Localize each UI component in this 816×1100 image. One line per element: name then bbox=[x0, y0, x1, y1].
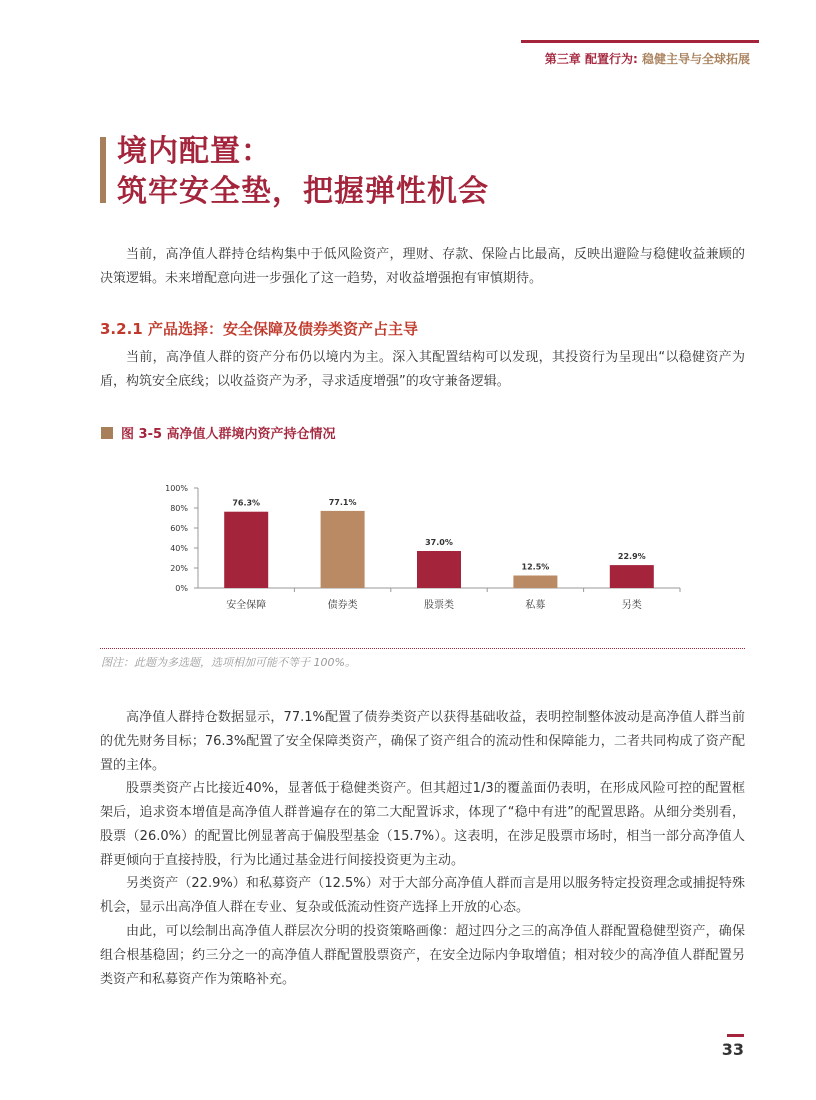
bar-5 bbox=[610, 565, 654, 588]
figure-marker-icon bbox=[101, 427, 113, 439]
chapter-title: 配置行为: bbox=[584, 52, 638, 66]
data-label: 77.1% bbox=[328, 497, 357, 507]
figure-label: 图 3-5 bbox=[121, 427, 163, 442]
y-tick-label: 20% bbox=[170, 564, 188, 573]
bar-2 bbox=[321, 511, 365, 588]
data-label: 37.0% bbox=[425, 538, 453, 547]
header-accent-bar bbox=[521, 40, 759, 43]
body-paragraph-1: 高净值人群持仓数据显示，77.1%配置了债券类资产以获得基础收益，表明控制整体波动是高净值人群当前的优先财务目标；76.3%配置了安全保障类资产，确保了资产组合的流动性和保障能力，二者共同构成了资产配置的主体。 bbox=[100, 710, 745, 773]
chapter-number: 第三章 bbox=[544, 52, 581, 66]
body-paragraph-2: 股票类资产占比接近40%，显著低于稳健类资产。但其超过1/3的覆盖面仍表明，在形成风险可控的配置框架后，追求资本增值是高净值人群普遍存在的第二大配置诉求，体现了“稳中有进”的配置思路。从细分类别看，股票（26.0%）的配置比例显著高于偏股型基金（15.7%）。这表明，在涉足股票市场时，相当一部分高净值人群更倾向于直接持股，行为比通过基金进行间接投资更为主动。 bbox=[100, 781, 745, 868]
page-number: 33 bbox=[721, 1040, 744, 1059]
x-tick-label: 另类 bbox=[621, 600, 642, 611]
chapter-subtitle: 稳健主导与全球拓展 bbox=[641, 52, 750, 66]
bar-chart bbox=[150, 478, 690, 618]
y-tick-label: 40% bbox=[170, 544, 188, 553]
y-tick-label: 0% bbox=[175, 584, 188, 593]
page-title-line-1: 境内配置： bbox=[117, 134, 272, 169]
data-label: 22.9% bbox=[617, 552, 646, 562]
page-number-accent bbox=[727, 1034, 744, 1037]
bar-4 bbox=[513, 576, 557, 589]
x-tick-label: 债券类 bbox=[327, 600, 358, 611]
x-tick-label: 股票类 bbox=[424, 600, 454, 611]
title-accent-bar bbox=[100, 137, 106, 203]
section-title: 产品选择：安全保障及债券类资产占主导 bbox=[147, 320, 418, 338]
y-tick-label: 100% bbox=[165, 484, 188, 493]
data-label: 76.3% bbox=[232, 498, 261, 508]
body-paragraph-4: 由此，可以绘制出高净值人群层次分明的投资策略画像：超过四分之三的高净值人群配置稳健型资产，确保组合根基稳固；约三分之一的高净值人群配置股票资产，在安全边际内争取增值；相对较少的高净值人群配置另类资产和私募资产作为策略补充。 bbox=[100, 924, 745, 987]
figure-caption: 高净值人群境内资产持仓情况 bbox=[166, 427, 336, 442]
page-title bbox=[117, 132, 489, 212]
section-number: 3.2.1 bbox=[100, 320, 143, 338]
y-tick-label: 60% bbox=[170, 524, 188, 533]
figure-note: 图注：此题为多选题，选项相加可能不等于 100%。 bbox=[101, 656, 356, 669]
section-paragraph: 当前，高净值人群的资产分布仍以境内为主。深入其配置结构可以发现，其投资行为呈现出“以稳健资产为盾，构筑安全底线；以收益资产为矛，寻求适度增强”的攻守兼备逻辑。 bbox=[100, 350, 745, 389]
page-title-line-2: 筑牢安全垫，把握弹性机会 bbox=[117, 174, 489, 209]
intro-paragraph: 当前，高净值人群持仓结构集中于低风险资产，理财、存款、保险占比最高，反映出避险与稳健收益兼顾的决策逻辑。未来增配意向进一步强化了这一趋势，对收益增强抱有审慎期待。 bbox=[100, 247, 745, 286]
body-paragraph-3: 另类资产（22.9%）和私募资产（12.5%）对于大部分高净值人群而言是用以服务特定投资理念或捕捉特殊机会，显示出高净值人群在专业、复杂或低流动性资产选择上开放的心态。 bbox=[100, 876, 745, 915]
x-tick-label: 私募 bbox=[525, 600, 546, 611]
bar-3 bbox=[417, 551, 461, 588]
x-tick-label: 安全保障 bbox=[226, 600, 267, 611]
figure-title bbox=[101, 423, 336, 442]
bar-1 bbox=[224, 512, 268, 588]
figure-divider bbox=[100, 648, 745, 649]
y-tick-label: 80% bbox=[170, 504, 188, 513]
data-label: 12.5% bbox=[521, 562, 550, 572]
running-header bbox=[545, 50, 750, 67]
section-heading bbox=[100, 318, 418, 339]
